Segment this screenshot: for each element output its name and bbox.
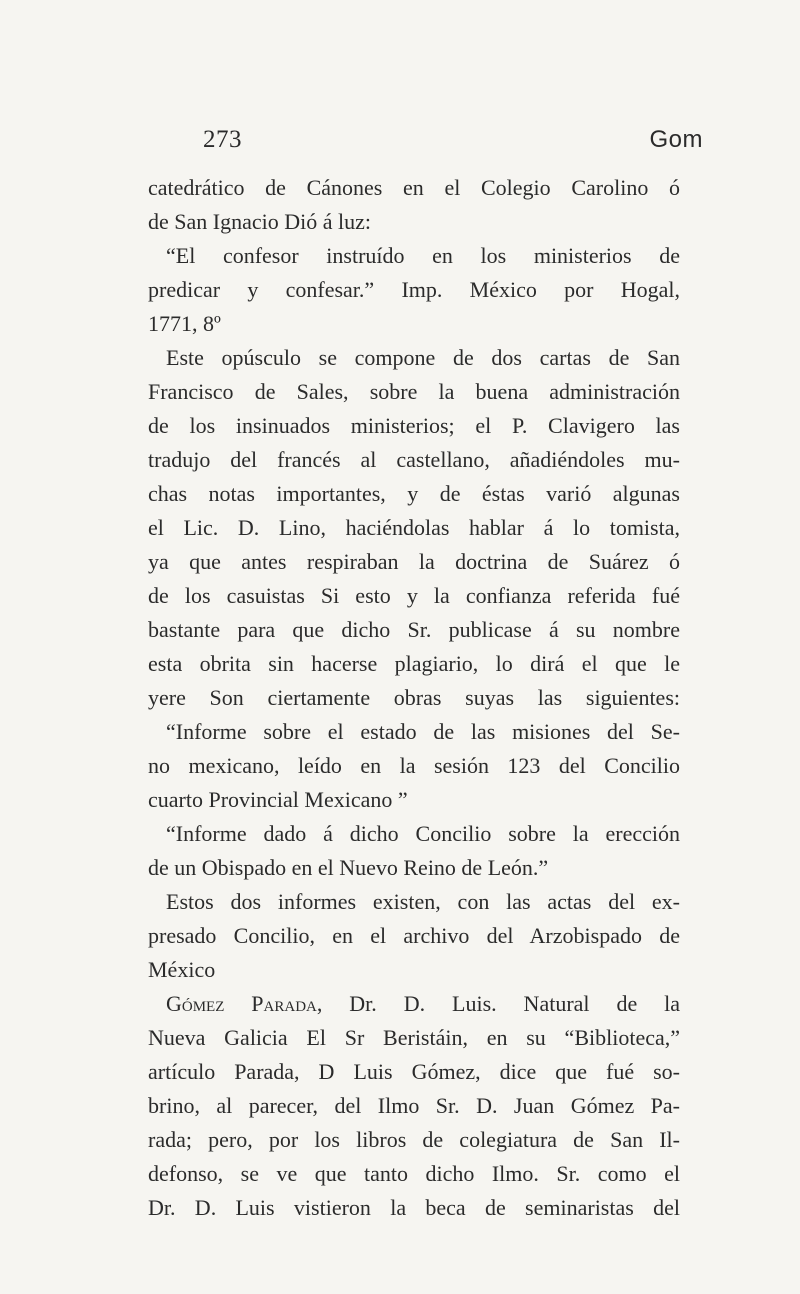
text-line: presado Concilio, en el archivo del Arzobispado de (148, 923, 680, 948)
text-line: predicar y confesar.” Imp. México por Hogal, (148, 277, 680, 302)
running-head: Gom (649, 126, 703, 153)
text-line: chas notas importantes, y de éstas varió algunas (148, 481, 680, 506)
text-line: Gómez Parada, Dr. D. Luis. Natural de la (166, 991, 681, 1016)
text-line: de un Obispado en el Nuevo Reino de León.” (148, 855, 549, 880)
text-line: catedrático de Cánones en el Colegio Carolino ó (148, 175, 680, 200)
text-line: ya que antes respiraban la doctrina de Suárez ó (148, 549, 680, 574)
text-line: Nueva Galicia El Sr Beristáin, en su “Biblioteca,” (148, 1025, 680, 1050)
body-text (148, 171, 680, 1225)
text-line: defonso, se ve que tanto dicho Ilmo. Sr. como el (148, 1161, 680, 1186)
text-line: Dr. D. Luis vistieron la beca de seminaristas del (148, 1195, 680, 1220)
text-line: rada; pero, por los libros de colegiatura de San Il- (148, 1127, 680, 1152)
text-line: de San Ignacio Dió á luz: (148, 209, 371, 234)
text-line: artículo Parada, D Luis Gómez, dice que fué so- (148, 1059, 680, 1084)
text-line: bastante para que dicho Sr. publicase á su nombre (148, 617, 680, 642)
text-line: brino, al parecer, del Ilmo Sr. D. Juan Gómez Pa- (148, 1093, 680, 1118)
text-line: cuarto Provincial Mexicano ” (148, 787, 408, 812)
text-line: tradujo del francés al castellano, añadiéndoles mu- (148, 447, 680, 472)
text-line: 1771, 8º (148, 311, 221, 336)
text-line: de los insinuados ministerios; el P. Clavigero las (148, 413, 680, 438)
text-line: no mexicano, leído en la sesión 123 del Concilio (148, 753, 680, 778)
text-line: esta obrita sin hacerse plagiario, lo dirá el que le (148, 651, 680, 676)
text-line: “Informe sobre el estado de las misiones del Se- (166, 719, 680, 744)
text-line: de los casuistas Si esto y la confianza referida fué (148, 583, 680, 608)
text-line: “Informe dado á dicho Concilio sobre la erección (166, 821, 680, 846)
text-line: “El confesor instruído en los ministerios de (166, 243, 680, 268)
text-line: Este opúsculo se compone de dos cartas de San (166, 345, 680, 370)
text-line: el Lic. D. Lino, haciéndolas hablar á lo tomista, (148, 515, 680, 540)
page-header (203, 126, 703, 166)
text-line: yere Son ciertamente obras suyas las siguientes: (148, 685, 680, 710)
entry-heading: Gómez Parada, (166, 991, 323, 1016)
text-line: Francisco de Sales, sobre la buena administración (148, 379, 680, 404)
text-line: Estos dos informes existen, con las actas del ex- (166, 889, 680, 914)
text-line: México (148, 957, 216, 982)
page-number: 273 (203, 126, 242, 153)
